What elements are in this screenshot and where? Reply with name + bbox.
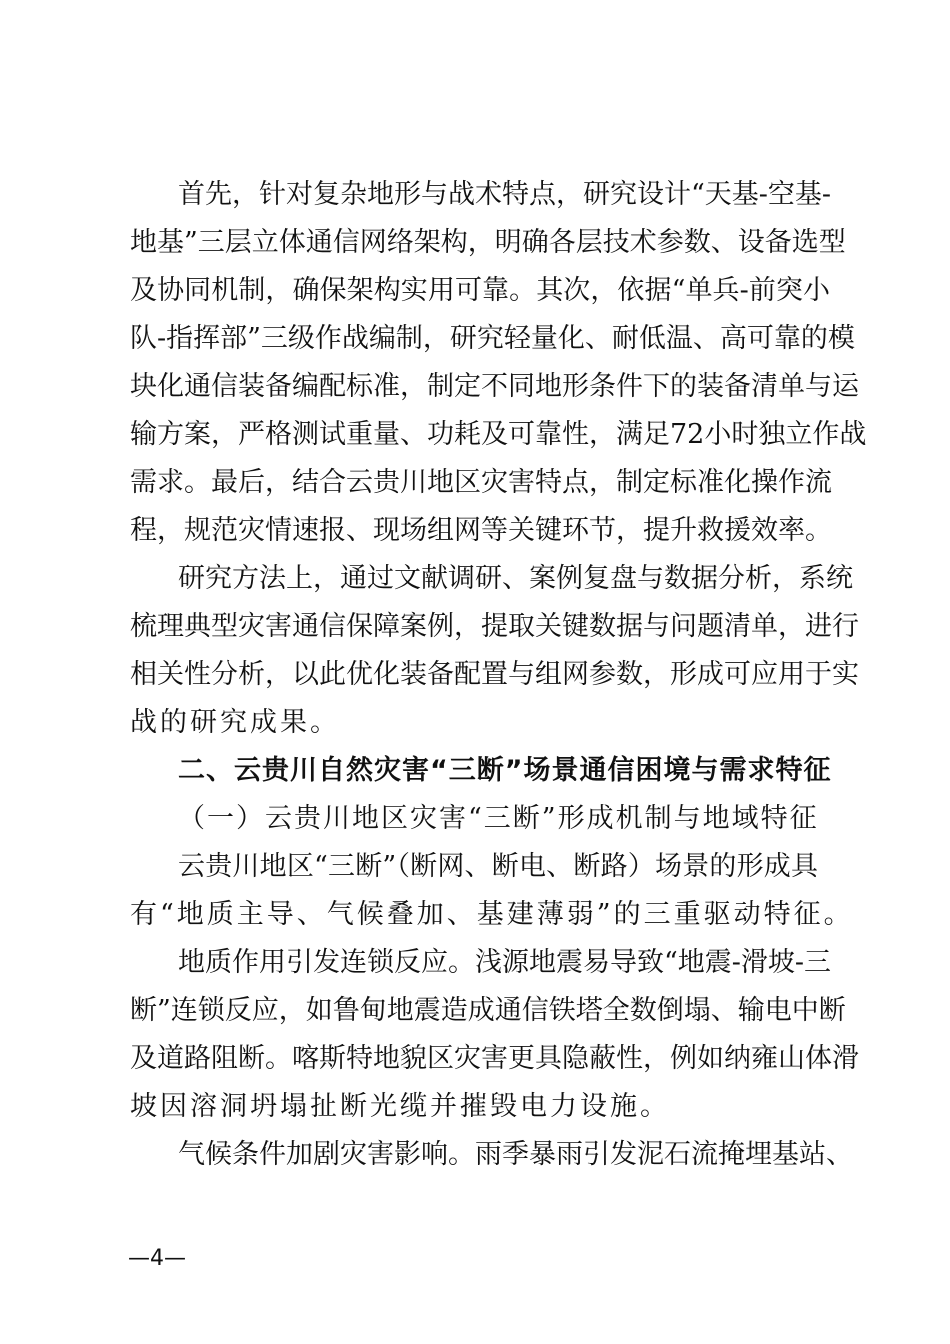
paragraph-line: 研究方法上，通过文献调研、案例复盘与数据分析，系统 [178, 563, 853, 594]
paragraph-line: 队-指挥部”三级作战编制，研究轻量化、耐低温、高可靠的模 [130, 323, 855, 354]
paragraph-line: 战的研究成果。 [130, 707, 340, 738]
paragraph-line: 程，规范灾情速报、现场组网等关键环节，提升救援效率。 [130, 515, 832, 546]
paragraph-line: 气候条件加剧灾害影响。雨季暴雨引发泥石流掩埋基站、 [178, 1139, 853, 1170]
paragraph-line: 块化通信装备编配标准，制定不同地形条件下的装备清单与运 [130, 371, 859, 402]
paragraph-line: 有“地质主导、气候叠加、基建薄弱”的三重驱动特征。 [130, 899, 854, 930]
paragraph-line: 云贵川地区“三断”（断网、断电、断路）场景的形成具 [178, 851, 818, 882]
paragraph-line: 地质作用引发连锁反应。浅源地震易导致“地震-滑坡-三 [178, 947, 832, 978]
subsection-heading: （一）云贵川地区灾害“三断”形成机制与地域特征 [178, 803, 819, 834]
paragraph-line: 相关性分析，以此优化装备配置与组网参数，形成可应用于实 [130, 659, 859, 690]
page-number: —4— [128, 1246, 186, 1271]
paragraph-line: 输方案，严格测试重量、功耗及可靠性，满足72小时独立作战 [130, 419, 867, 450]
paragraph-line: 及协同机制，确保架构实用可靠。其次，依据“单兵-前突小 [130, 275, 830, 306]
paragraph-line: 地基”三层立体通信网络架构，明确各层技术参数、设备选型 [130, 227, 846, 258]
paragraph-line: 坡因溶洞坍塌扯断光缆并摧毁电力设施。 [130, 1091, 670, 1122]
paragraph-line: 首先，针对复杂地形与战术特点，研究设计“天基-空基- [178, 179, 832, 210]
paragraph-line: 断”连锁反应，如鲁甸地震造成通信铁塔全数倒塌、输电中断 [130, 995, 846, 1026]
section-heading: 二、云贵川自然灾害“三断”场景通信困境与需求特征 [178, 755, 832, 786]
paragraph-line: 需求。最后，结合云贵川地区灾害特点，制定标准化操作流 [130, 467, 832, 498]
paragraph-line: 及道路阻断。喀斯特地貌区灾害更具隐蔽性，例如纳雍山体滑 [130, 1043, 859, 1074]
paragraph-line: 梳理典型灾害通信保障案例，提取关键数据与问题清单，进行 [130, 611, 859, 642]
